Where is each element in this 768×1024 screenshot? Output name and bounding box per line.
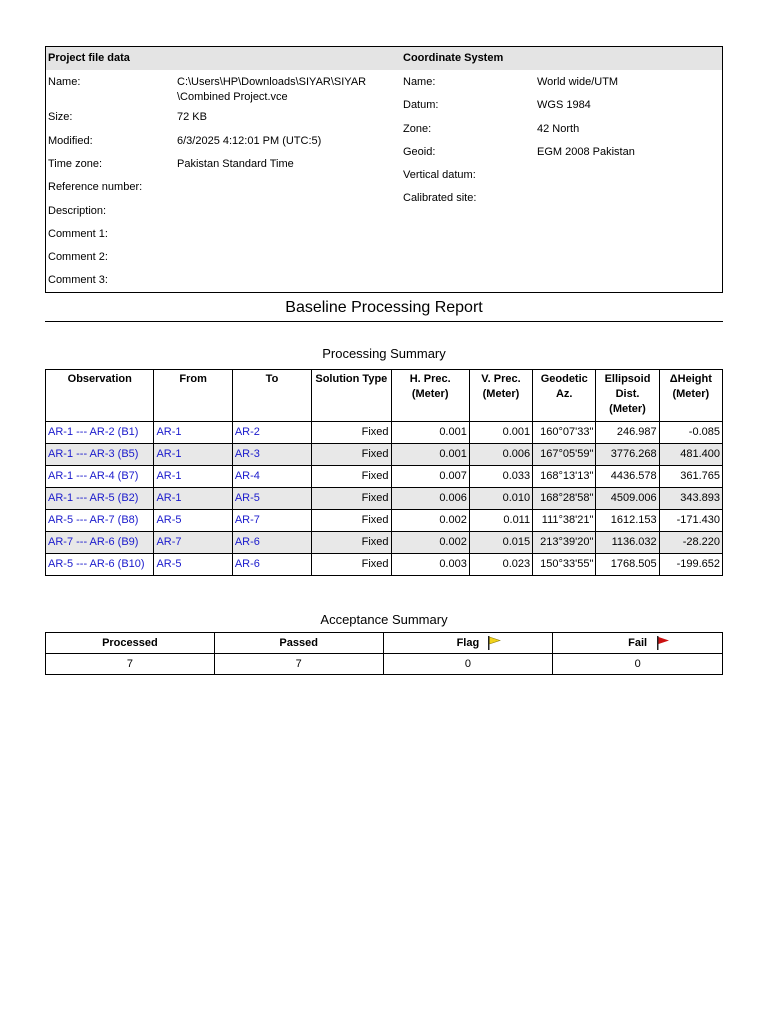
- cell-geodetic-az: 111°38'21": [533, 510, 596, 532]
- cell-ellipsoid-dist: 1136.032: [596, 532, 659, 554]
- cell-to[interactable]: AR-5: [232, 488, 311, 510]
- cell-v-prec: 0.015: [469, 532, 532, 554]
- cell-from[interactable]: AR-5: [154, 510, 232, 532]
- cell-v-prec: 0.033: [469, 466, 532, 488]
- cell-solution-type: Fixed: [312, 466, 391, 488]
- cell-geodetic-az: 168°13'13": [533, 466, 596, 488]
- acceptance-passed-label: Passed: [279, 637, 318, 649]
- acceptance-processed-value: 7: [46, 654, 215, 675]
- table-row: [46, 532, 723, 554]
- project-modified-value: 6/3/2025 4:12:01 PM (UTC:5): [177, 135, 322, 147]
- acceptance-header-fail: [553, 633, 723, 654]
- processing-summary-table: [45, 369, 723, 576]
- cell-ellipsoid-dist: 1612.153: [596, 510, 659, 532]
- project-comment3-label: Comment 3:: [48, 274, 108, 286]
- project-description-label: Description:: [48, 205, 107, 217]
- cell-h-prec: 0.002: [391, 532, 469, 554]
- info-header-bar: [46, 47, 722, 70]
- cell-delta-height: 481.400: [659, 444, 722, 466]
- table-row: [46, 466, 723, 488]
- coord-zone-label: Zone:: [403, 123, 432, 135]
- coord-geoid-label: Geoid:: [403, 146, 436, 158]
- coord-vertical-datum-label: Vertical datum:: [403, 169, 476, 181]
- cell-observation[interactable]: AR-1 --- AR-2 (B1): [46, 422, 154, 444]
- cell-from[interactable]: AR-1: [154, 444, 232, 466]
- coord-geoid-value: EGM 2008 Pakistan: [537, 146, 635, 158]
- cell-geodetic-az: 150°33'55": [533, 554, 596, 576]
- cell-geodetic-az: 213°39'20": [533, 532, 596, 554]
- acceptance-passed-value: 7: [214, 654, 383, 675]
- project-comment1-label: Comment 1:: [48, 228, 108, 240]
- cell-solution-type: Fixed: [312, 488, 391, 510]
- cell-from[interactable]: AR-1: [154, 488, 232, 510]
- cell-to[interactable]: AR-7: [232, 510, 311, 532]
- col-header-geodetic-az: Geodetic Az.: [533, 370, 596, 422]
- acceptance-values-row: [46, 654, 723, 675]
- project-name-value-line2: \Combined Project.vce: [177, 91, 288, 103]
- project-info-box: [45, 46, 723, 293]
- coord-datum-value: WGS 1984: [537, 99, 591, 111]
- cell-solution-type: Fixed: [312, 554, 391, 576]
- project-comment2-label: Comment 2:: [48, 251, 108, 263]
- project-timezone-value: Pakistan Standard Time: [177, 158, 294, 170]
- report-title: Baseline Processing Report: [285, 299, 483, 316]
- acceptance-header-passed: [214, 633, 383, 654]
- cell-solution-type: Fixed: [312, 444, 391, 466]
- acceptance-fail-value: 0: [553, 654, 723, 675]
- cell-observation[interactable]: AR-5 --- AR-7 (B8): [46, 510, 154, 532]
- red-flag-icon: [655, 635, 671, 651]
- acceptance-fail-label: Fail: [628, 637, 648, 649]
- col-header-delta-height: ΔHeight (Meter): [659, 370, 722, 422]
- cell-ellipsoid-dist: 3776.268: [596, 444, 659, 466]
- cell-v-prec: 0.010: [469, 488, 532, 510]
- cell-solution-type: Fixed: [312, 510, 391, 532]
- cell-ellipsoid-dist: 4436.578: [596, 466, 659, 488]
- table-row: [46, 422, 723, 444]
- cell-h-prec: 0.007: [391, 466, 469, 488]
- table-row: [46, 554, 723, 576]
- cell-h-prec: 0.006: [391, 488, 469, 510]
- project-size-label: Size:: [48, 111, 73, 123]
- acceptance-summary-title: Acceptance Summary: [320, 612, 448, 627]
- cell-v-prec: 0.011: [469, 510, 532, 532]
- project-timezone-label: Time zone:: [48, 158, 103, 170]
- cell-geodetic-az: 167°05'59": [533, 444, 596, 466]
- cell-observation[interactable]: AR-5 --- AR-6 (B10): [46, 554, 154, 576]
- col-header-solution-type: Solution Type: [312, 370, 391, 422]
- cell-delta-height: -0.085: [659, 422, 722, 444]
- coord-calibrated-site-label: Calibrated site:: [403, 192, 477, 204]
- project-file-data-heading: Project file data: [48, 52, 130, 64]
- cell-v-prec: 0.006: [469, 444, 532, 466]
- acceptance-flag-value: 0: [383, 654, 553, 675]
- cell-delta-height: 361.765: [659, 466, 722, 488]
- cell-to[interactable]: AR-4: [232, 466, 311, 488]
- cell-observation[interactable]: AR-1 --- AR-5 (B2): [46, 488, 154, 510]
- col-header-h-prec: H. Prec. (Meter): [391, 370, 469, 422]
- cell-h-prec: 0.001: [391, 422, 469, 444]
- col-header-v-prec: V. Prec. (Meter): [469, 370, 532, 422]
- cell-to[interactable]: AR-6: [232, 532, 311, 554]
- report-page: [45, 46, 723, 670]
- col-header-observation: Observation: [46, 370, 154, 422]
- cell-delta-height: -171.430: [659, 510, 722, 532]
- cell-v-prec: 0.001: [469, 422, 532, 444]
- cell-to[interactable]: AR-6: [232, 554, 311, 576]
- cell-observation[interactable]: AR-1 --- AR-3 (B5): [46, 444, 154, 466]
- coord-name-label: Name:: [403, 76, 436, 88]
- coord-name-value: World wide/UTM: [537, 76, 619, 88]
- cell-h-prec: 0.003: [391, 554, 469, 576]
- coordinate-system-heading: Coordinate System: [403, 52, 504, 64]
- col-header-ellipsoid-dist: Ellipsoid Dist. (Meter): [596, 370, 659, 422]
- processing-summary-title: Processing Summary: [322, 346, 446, 361]
- cell-delta-height: -28.220: [659, 532, 722, 554]
- project-size-value: 72 KB: [177, 111, 207, 123]
- cell-geodetic-az: 160°07'33": [533, 422, 596, 444]
- cell-ellipsoid-dist: 4509.006: [596, 488, 659, 510]
- cell-ellipsoid-dist: 1768.505: [596, 554, 659, 576]
- cell-ellipsoid-dist: 246.987: [596, 422, 659, 444]
- cell-to[interactable]: AR-2: [232, 422, 311, 444]
- title-divider: [45, 321, 723, 322]
- coordinate-system-column: [403, 70, 721, 290]
- table-row: [46, 488, 723, 510]
- cell-observation[interactable]: AR-1 --- AR-4 (B7): [46, 466, 154, 488]
- project-modified-label: Modified:: [48, 135, 93, 147]
- cell-geodetic-az: 168°28'58": [533, 488, 596, 510]
- cell-observation[interactable]: AR-7 --- AR-6 (B9): [46, 532, 154, 554]
- yellow-flag-icon: [486, 635, 502, 651]
- coord-zone-value: 42 North: [537, 123, 580, 135]
- project-file-data-column: [48, 70, 388, 290]
- project-name-label: Name:: [48, 76, 81, 88]
- col-header-to: To: [232, 370, 311, 422]
- cell-from[interactable]: AR-5: [154, 554, 232, 576]
- cell-from[interactable]: AR-1: [154, 466, 232, 488]
- acceptance-header-flag: [383, 633, 553, 654]
- cell-h-prec: 0.001: [391, 444, 469, 466]
- acceptance-processed-label: Processed: [102, 637, 158, 649]
- acceptance-header-processed: [46, 633, 215, 654]
- table-row: [46, 510, 723, 532]
- cell-to[interactable]: AR-3: [232, 444, 311, 466]
- table-row: [46, 444, 723, 466]
- cell-delta-height: -199.652: [659, 554, 722, 576]
- coord-datum-label: Datum:: [403, 99, 439, 111]
- cell-v-prec: 0.023: [469, 554, 532, 576]
- cell-h-prec: 0.002: [391, 510, 469, 532]
- acceptance-summary-table: [45, 632, 723, 675]
- acceptance-header-row: [46, 633, 723, 654]
- cell-from[interactable]: AR-1: [154, 422, 232, 444]
- cell-solution-type: Fixed: [312, 422, 391, 444]
- cell-from[interactable]: AR-7: [154, 532, 232, 554]
- processing-summary-header-row: [46, 370, 723, 422]
- acceptance-flag-label: Flag: [456, 637, 480, 649]
- cell-delta-height: 343.893: [659, 488, 722, 510]
- cell-solution-type: Fixed: [312, 532, 391, 554]
- col-header-from: From: [154, 370, 232, 422]
- project-reference-label: Reference number:: [48, 181, 143, 193]
- project-name-value: C:\Users\HP\Downloads\SIYAR\SIYAR: [177, 76, 367, 88]
